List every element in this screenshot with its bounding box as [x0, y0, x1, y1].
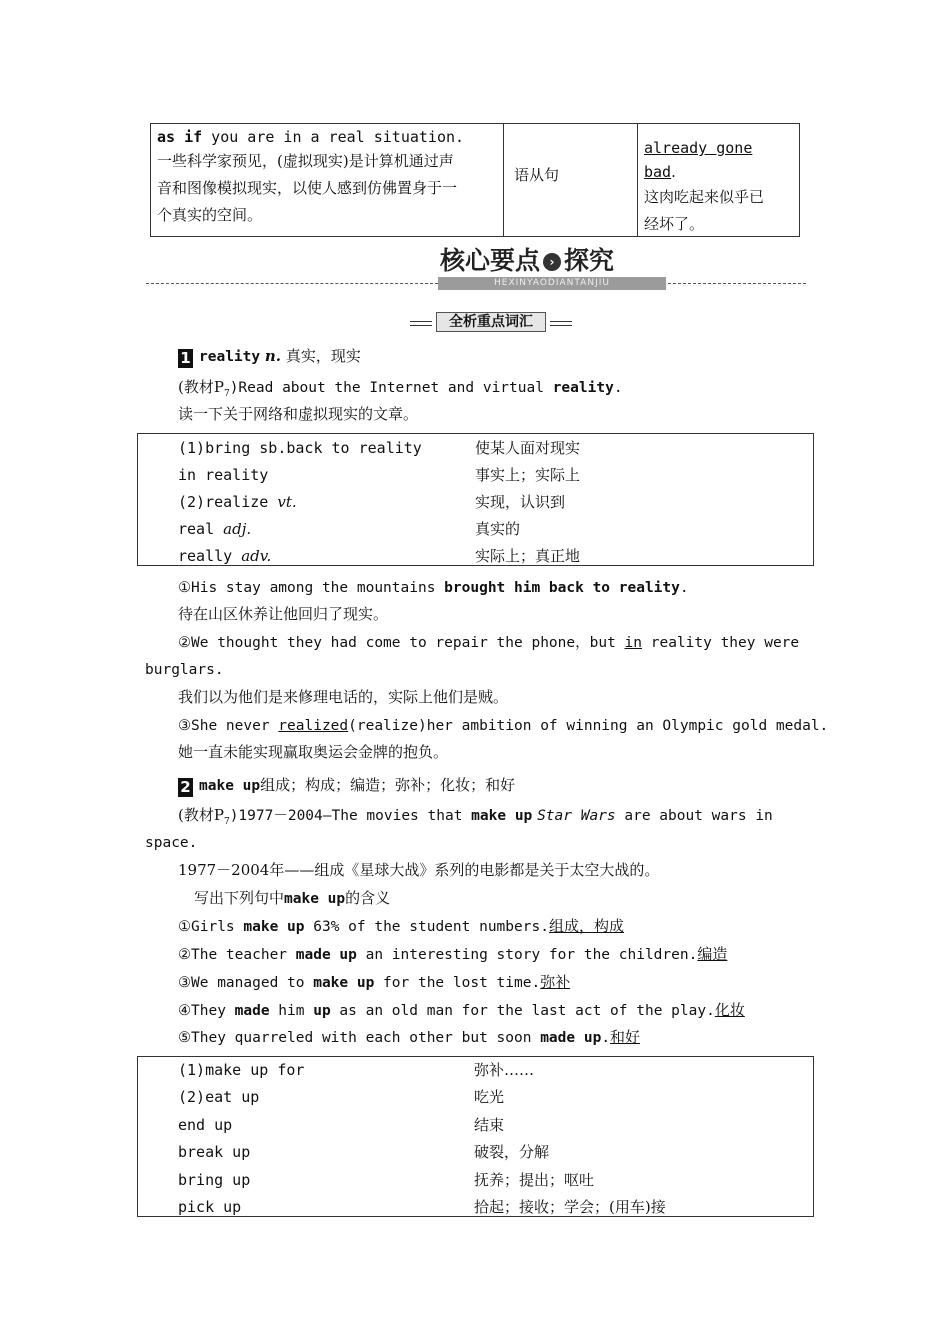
sentence-answer: 组成，构成	[548, 917, 624, 935]
item2-table-row	[138, 1056, 813, 1084]
item1-textbook-zh: 读一下关于网络和虚拟现实的文章。	[178, 405, 419, 423]
item1-table-en-italic: vt.	[277, 493, 297, 511]
item2-textbook-bold: make up	[471, 808, 533, 824]
instruction-post: 的含义	[345, 889, 391, 907]
chevron-right-icon: ›	[543, 253, 561, 271]
ex2-underline: in	[624, 635, 642, 651]
ex3-post: (realize)her ambition of winning an Olympic gold medal.	[348, 718, 829, 734]
top-table	[150, 123, 800, 237]
item1-table-en: real	[178, 520, 224, 538]
item2-table-en: (1)make up for	[178, 1061, 305, 1079]
item1-textbook-line	[178, 377, 623, 404]
banner-title	[440, 245, 670, 277]
banner-dash-left	[146, 283, 438, 284]
item1-table-row	[138, 515, 813, 543]
item1-table-zh: 使某人面对现实	[475, 439, 581, 457]
item2-sentence	[178, 916, 624, 937]
item2-table-zh: 结束	[474, 1116, 505, 1134]
item2-instruction	[194, 888, 390, 909]
item2-table-en: break up	[178, 1143, 251, 1161]
sentence-post: .	[601, 1030, 611, 1046]
sentence-pre: ⑤They quarreled with each other but soon	[178, 1030, 541, 1046]
instruction-bold: make up	[284, 891, 346, 907]
ex3-zh: 她一直未能实现赢取奥运会金牌的抱负。	[178, 743, 449, 761]
item1-example-1	[178, 577, 689, 598]
section-label-right-bar	[550, 321, 572, 326]
col3-period: .	[671, 163, 676, 181]
banner-subtitle: HEXINYAODIANTANJIU	[438, 277, 666, 290]
sentence-post: as an old man for the last act of the play.	[330, 1003, 715, 1019]
ex1-post: .	[679, 580, 689, 596]
banner-title-left: 核心要点	[440, 246, 541, 275]
item2-table-en: bring up	[178, 1171, 251, 1189]
item1-table	[137, 433, 814, 566]
item2-table-en: end up	[178, 1116, 233, 1134]
item1-pos: n.	[264, 347, 282, 365]
top-table-col1	[151, 124, 504, 236]
item1-word: reality	[199, 349, 261, 365]
col1-zh-line-2: 音和图像模拟现实，以使人感到仿佛置身于一	[157, 179, 458, 197]
item1-example-3	[178, 715, 828, 736]
sentence-post: an interesting story for the children.	[356, 947, 698, 963]
item2-table-row	[138, 1083, 813, 1111]
ex1-pre: ①His stay among the mountains	[178, 580, 445, 596]
item1-table-en-italic: adj.	[223, 520, 252, 538]
item2-table-row	[138, 1111, 813, 1139]
item2-textbook-prefix: (教材P	[178, 806, 224, 824]
item1-table-row	[138, 434, 813, 462]
sentence-post: for the lost time.	[374, 975, 541, 991]
item1-textbook-end: .	[613, 380, 623, 396]
item2-textbook-zh: 1977－2004年——组成《星球大战》系列的电影都是关于太空大战的。	[178, 861, 660, 879]
as-if-rest: you are in a real situation.	[202, 128, 465, 146]
ex2-cont: burglars.	[145, 662, 224, 678]
item1-heading	[178, 346, 361, 368]
item1-table-zh: 真实的	[475, 520, 521, 538]
item1-textbook-sub: 7	[223, 389, 230, 399]
instruction-pre: 写出下列句中	[194, 889, 285, 907]
item2-heading	[178, 775, 515, 797]
ex1-zh: 待在山区休养让他回归了现实。	[178, 605, 389, 623]
item2-table-zh: 拾起；接收；学会；(用车)接	[474, 1198, 666, 1216]
item2-table-zh: 弥补……	[474, 1061, 535, 1079]
banner-title-right: 探究	[564, 246, 615, 275]
ex2-zh: 我们以为他们是来修理电话的，实际上他们是贼。	[178, 688, 509, 706]
item2-textbook-italic: Star Wars	[537, 808, 616, 824]
sentence-post: 63% of the student numbers.	[304, 919, 549, 935]
section-label-left-bar	[410, 321, 432, 326]
banner-dash-right	[668, 283, 806, 284]
col3-zh-line-1: 这肉吃起来似乎已	[644, 188, 765, 206]
item2-sentence	[178, 1000, 745, 1021]
item2-table	[137, 1056, 814, 1217]
sentence-bold: make up	[313, 975, 375, 991]
sentence-pre: ①Girls	[178, 919, 244, 935]
item1-table-zh: 事实上；实际上	[475, 466, 581, 484]
item1-table-en: really	[178, 547, 242, 565]
ex1-bold: brought him back to reality	[444, 580, 680, 596]
item1-textbook-prefix: (教材P	[178, 378, 224, 396]
as-if-bold: as if	[157, 128, 203, 146]
sentence-mid: him	[269, 1003, 314, 1019]
item2-table-zh: 吃光	[474, 1088, 505, 1106]
col1-zh-line-1: 一些科学家预见，(虚拟现实)是计算机通过声	[157, 152, 454, 170]
item1-table-en-italic: adv.	[241, 547, 272, 565]
item2-table-row	[138, 1166, 813, 1194]
item2-textbook-cont: space.	[145, 835, 198, 851]
sentence-pre: ③We managed to	[178, 975, 314, 991]
sentence-pre: ④They	[178, 1003, 235, 1019]
item1-textbook-suffix: )Read about the Internet and virtual	[229, 380, 553, 396]
col3-zh-line-2: 经坏了。	[644, 215, 705, 233]
item2-meaning: 组成；构成；编造；弥补；化妆；和好	[260, 776, 516, 794]
already-gone-bad: already gone bad	[644, 139, 753, 181]
item2-table-zh: 抚养；提出；呕吐	[474, 1171, 595, 1189]
item2-table-zh: 破裂，分解	[474, 1143, 550, 1161]
sentence-answer: 化妆	[714, 1001, 745, 1019]
item1-textbook-bold: reality	[552, 380, 614, 396]
item2-table-row	[138, 1193, 813, 1221]
item2-phrase: make up	[199, 778, 261, 794]
item2-sentence	[178, 972, 570, 993]
item1-table-row	[138, 488, 813, 516]
item2-textbook-end: are about wars in	[615, 808, 773, 824]
sentence-pre: ②The teacher	[178, 947, 296, 963]
item2-table-row	[138, 1138, 813, 1166]
sentence-bold: made	[234, 1003, 270, 1019]
ex3-pre: ③She never	[178, 718, 279, 734]
item1-table-row	[138, 542, 813, 570]
item2-table-en: pick up	[178, 1198, 242, 1216]
item1-number-badge: 1	[178, 349, 193, 368]
item1-table-zh: 实现，认识到	[475, 493, 566, 511]
item2-textbook-mid: )1977－2004—The movies that	[229, 808, 472, 824]
item1-table-row	[138, 461, 813, 489]
section-label-text: 全析重点词汇	[436, 312, 546, 332]
item2-textbook-sub: 7	[223, 817, 230, 827]
col2-text: 语从句	[514, 166, 560, 184]
ex3-underline: realized	[278, 718, 349, 734]
item1-table-en: in reality	[178, 466, 269, 484]
item2-table-en: (2)eat up	[178, 1088, 260, 1106]
sentence-answer: 编造	[697, 945, 728, 963]
sentence-bold: make up	[243, 919, 305, 935]
item1-example-2	[178, 632, 808, 653]
col1-zh-line-3: 个真实的空间。	[157, 206, 263, 224]
section-label	[410, 312, 572, 332]
item1-table-en: (1)bring sb.back to reality	[178, 439, 422, 457]
sentence-bold-2: up	[313, 1003, 331, 1019]
sentence-bold: made up	[295, 947, 357, 963]
sentence-answer: 和好	[610, 1028, 641, 1046]
item2-textbook-line	[178, 805, 773, 832]
ex2-pre: ②We thought they had come to repair the phone，but	[178, 635, 625, 651]
item2-number-badge: 2	[178, 778, 193, 797]
item2-sentence	[178, 1027, 640, 1048]
top-table-col3	[638, 124, 799, 236]
sentence-answer: 弥补	[540, 973, 571, 991]
item2-sentence	[178, 944, 727, 965]
item1-table-en: (2)realize	[178, 493, 278, 511]
ex2-post: reality they were	[642, 635, 800, 651]
item1-table-zh: 实际上；真正地	[475, 547, 581, 565]
top-table-col2	[504, 124, 638, 236]
item1-meaning: 真实，现实	[285, 347, 361, 365]
sentence-bold: made up	[540, 1030, 602, 1046]
